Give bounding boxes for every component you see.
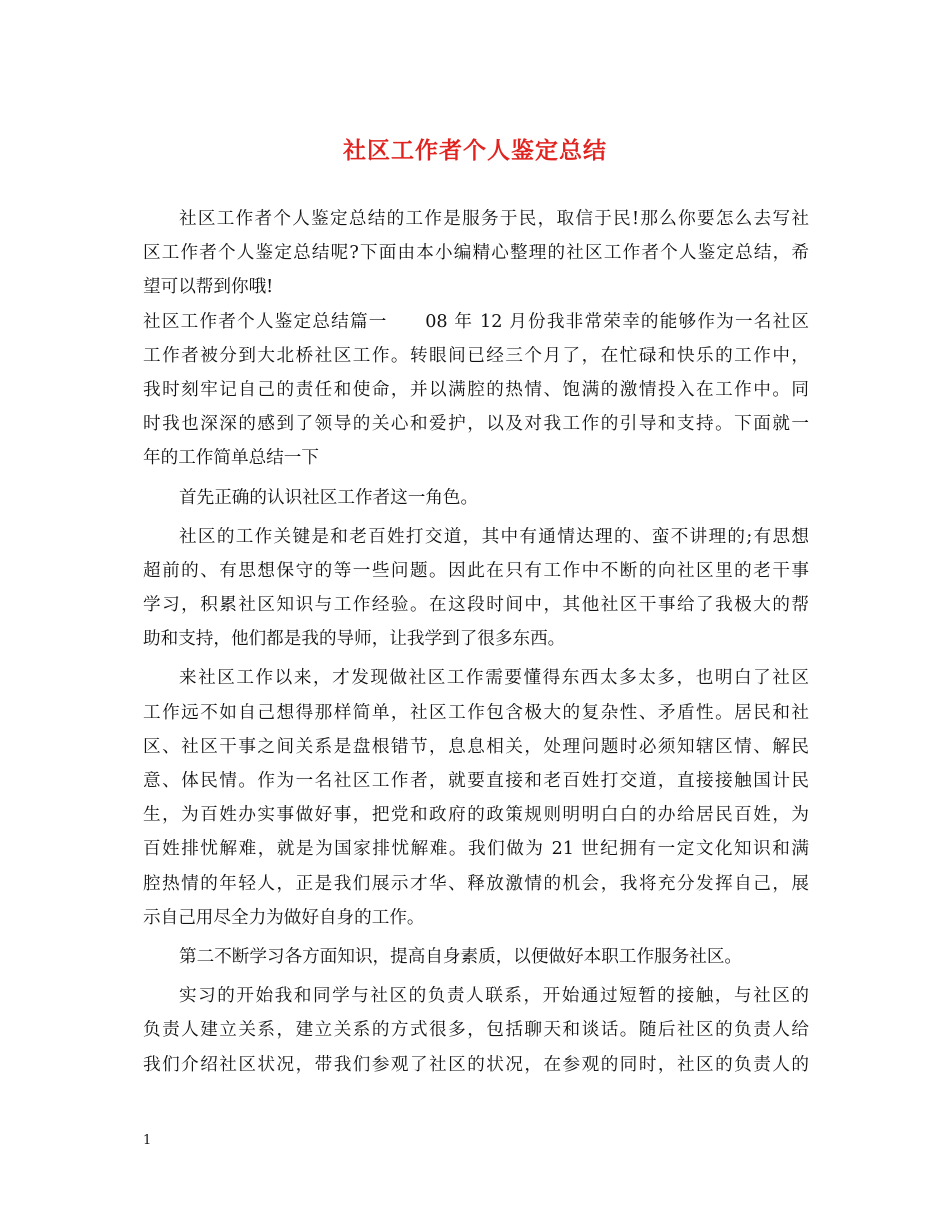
text-line: 学习，积累社区知识与工作经验。在这段时间中，其他社区干事给了我极大的帮 bbox=[143, 595, 809, 616]
text-line: 我时刻牢记自己的责任和使命，并以满腔的热情、饱满的激情投入在工作中。同 bbox=[143, 379, 809, 400]
text-line: 工作者被分到大北桥社区工作。转眼间已经三个月了，在忙碌和快乐的工作中， bbox=[143, 345, 809, 366]
text-line: 年的工作简单总结一下 bbox=[143, 448, 319, 469]
text-line: 超前的、有思想保守的等一些问题。因此在只有工作中不断的向社区里的老干事 bbox=[143, 560, 809, 581]
text-line: 工作远不如自己想得那样简单，社区工作包含极大的复杂性、矛盾性。居民和社 bbox=[143, 702, 809, 723]
text-line: 意、体民情。作为一名社区工作者，就要直接和老百姓打交道，直接接触国计民 bbox=[143, 771, 809, 791]
page-number: 1 bbox=[143, 1133, 152, 1148]
text-line: 实习的开始我和同学与社区的负责人联系，开始通过短暂的接触，与社区的 bbox=[179, 986, 809, 1007]
text-line: 来社区工作以来，才发现做社区工作需要懂得东西太多太多，也明白了社区 bbox=[179, 668, 809, 689]
text-line: 社区工作者个人鉴定总结的工作是服务于民，取信于民!那么你要怎么去写社 bbox=[179, 209, 809, 229]
text-line: 第二不断学习各方面知识，提高自身素质，以便做好本职工作服务社区。 bbox=[179, 946, 743, 967]
text-line: 负责人建立关系，建立关系的方式很多，包括聊天和谈话。随后社区的负责人给 bbox=[143, 1020, 809, 1041]
document-body bbox=[143, 202, 809, 1082]
text-line: 腔热情的年轻人，正是我们展示才华、释放激情的机会，我将充分发挥自己，展 bbox=[143, 873, 809, 894]
text-line: 百姓排忧解难，就是为国家排忧解难。我们做为 21 世纪拥有一定文化知识和满 bbox=[143, 839, 809, 860]
text-line: 示自己用尽全力为做好自身的工作。 bbox=[143, 907, 425, 928]
text-line: 社区工作者个人鉴定总结篇一 08 年 12 月份我非常荣幸的能够作为一名社区 bbox=[143, 311, 809, 332]
text-line: 首先正确的认识社区工作者这一角色。 bbox=[179, 487, 479, 508]
text-line: 助和支持，他们都是我的导师，让我学到了很多东西。 bbox=[143, 629, 566, 650]
text-line: 社区的工作关键是和老百姓打交道，其中有通情达理的、蛮不讲理的;有思想 bbox=[179, 526, 809, 547]
text-line: 望可以帮到你哦! bbox=[143, 277, 274, 298]
text-line: 我们介绍社区状况，带我们参观了社区的状况，在参观的同时，社区的负责人的 bbox=[143, 1054, 809, 1075]
text-line: 区工作者个人鉴定总结呢?下面由本小编精心整理的社区工作者个人鉴定总结，希 bbox=[143, 243, 809, 264]
text-line: 区、社区干事之间关系是盘根错节，息息相关，处理问题时必须知辖区情、解民 bbox=[143, 736, 809, 757]
document-title: 社区工作者个人鉴定总结 bbox=[343, 137, 607, 164]
text-line: 生，为百姓办实事做好事，把党和政府的政策规则明明白白的办给居民百姓，为 bbox=[143, 805, 809, 826]
text-line: 时我也深深的感到了领导的关心和爱护，以及对我工作的引导和支持。下面就一 bbox=[143, 414, 809, 435]
